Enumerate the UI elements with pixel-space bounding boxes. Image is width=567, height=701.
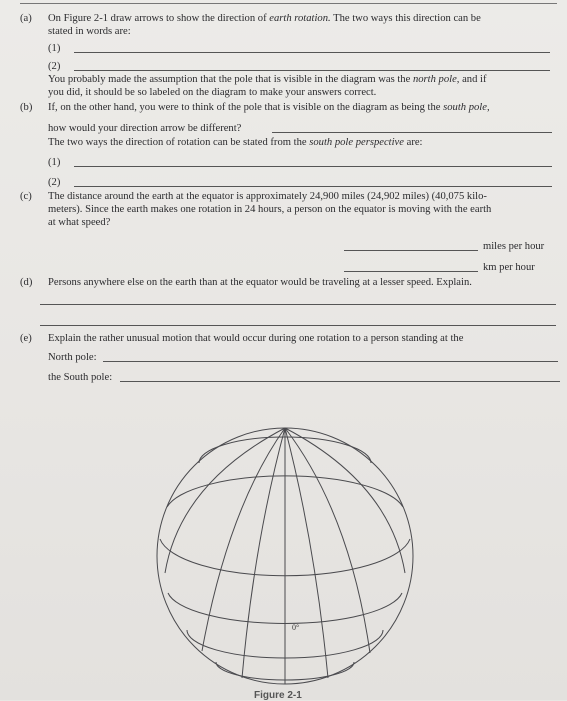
marker-b: (b) — [20, 102, 33, 113]
answer-a2-line[interactable] — [74, 70, 550, 71]
unit-mph: miles per hour — [483, 241, 545, 252]
question-a-line1: On Figure 2-1 draw arrows to show the direction of earth rotation. The two ways this direction can be — [48, 13, 481, 24]
marker-a: (a) — [20, 13, 32, 24]
answer-b2-label: (2) — [48, 177, 61, 188]
answer-a2-label: (2) — [48, 61, 61, 72]
question-a-line2: stated in words are: — [48, 26, 131, 37]
answer-a1-line[interactable] — [74, 52, 550, 53]
marker-e: (e) — [20, 333, 32, 344]
answer-c-kmh-line[interactable] — [344, 271, 478, 272]
question-b-line3: The two ways the direction of rotation can be stated from the south pole perspective are: — [48, 137, 423, 148]
label-south-pole: the South pole: — [48, 372, 113, 383]
question-c-line3: at what speed? — [48, 217, 111, 228]
question-e-line1: Explain the rather unusual motion that would occur during one rotation to a person standing at the — [48, 333, 464, 344]
unit-kmh: km per hour — [483, 262, 535, 273]
answer-a1-label: (1) — [48, 43, 61, 54]
answer-b2-line[interactable] — [74, 186, 552, 187]
answer-b1-line[interactable] — [74, 166, 552, 167]
answer-c-mph-line[interactable] — [344, 250, 478, 251]
top-rule — [20, 3, 557, 4]
answer-d-line2[interactable] — [40, 325, 556, 326]
marker-d: (d) — [20, 277, 33, 288]
marker-c: (c) — [20, 191, 32, 202]
answer-b-line[interactable] — [272, 132, 552, 133]
figure-caption: Figure 2-1 — [254, 690, 302, 701]
globe-figure — [150, 423, 420, 688]
note-a-line2: you did, it should be so labeled on the diagram to make your answers correct. — [48, 87, 377, 98]
answer-e-north-line[interactable] — [103, 361, 558, 362]
answer-e-south-line[interactable] — [120, 381, 560, 382]
answer-d-line1[interactable] — [40, 304, 556, 305]
question-c-line1: The distance around the earth at the equator is approximately 24,900 miles (24,902 miles) (40,075 kilo- — [48, 191, 487, 202]
longitude-lines — [165, 428, 405, 684]
question-d-line1: Persons anywhere else on the earth than at the equator would be traveling at a lesser speed. Explain. — [48, 277, 472, 288]
question-c-line2: meters). Since the earth makes one rotation in 24 hours, a person on the equator is moving with the earth — [48, 204, 492, 215]
answer-b1-label: (1) — [48, 157, 61, 168]
question-b-line1: If, on the other hand, you were to think of the pole that is visible on the diagram as being the south pole, — [48, 102, 490, 113]
equator-label: 0° — [292, 623, 300, 632]
label-north-pole: North pole: — [48, 352, 97, 363]
note-a-line1: You probably made the assumption that the pole that is visible in the diagram was the north pole, and if — [48, 74, 487, 85]
question-b-line2: how would your direction arrow be different? — [48, 123, 242, 134]
